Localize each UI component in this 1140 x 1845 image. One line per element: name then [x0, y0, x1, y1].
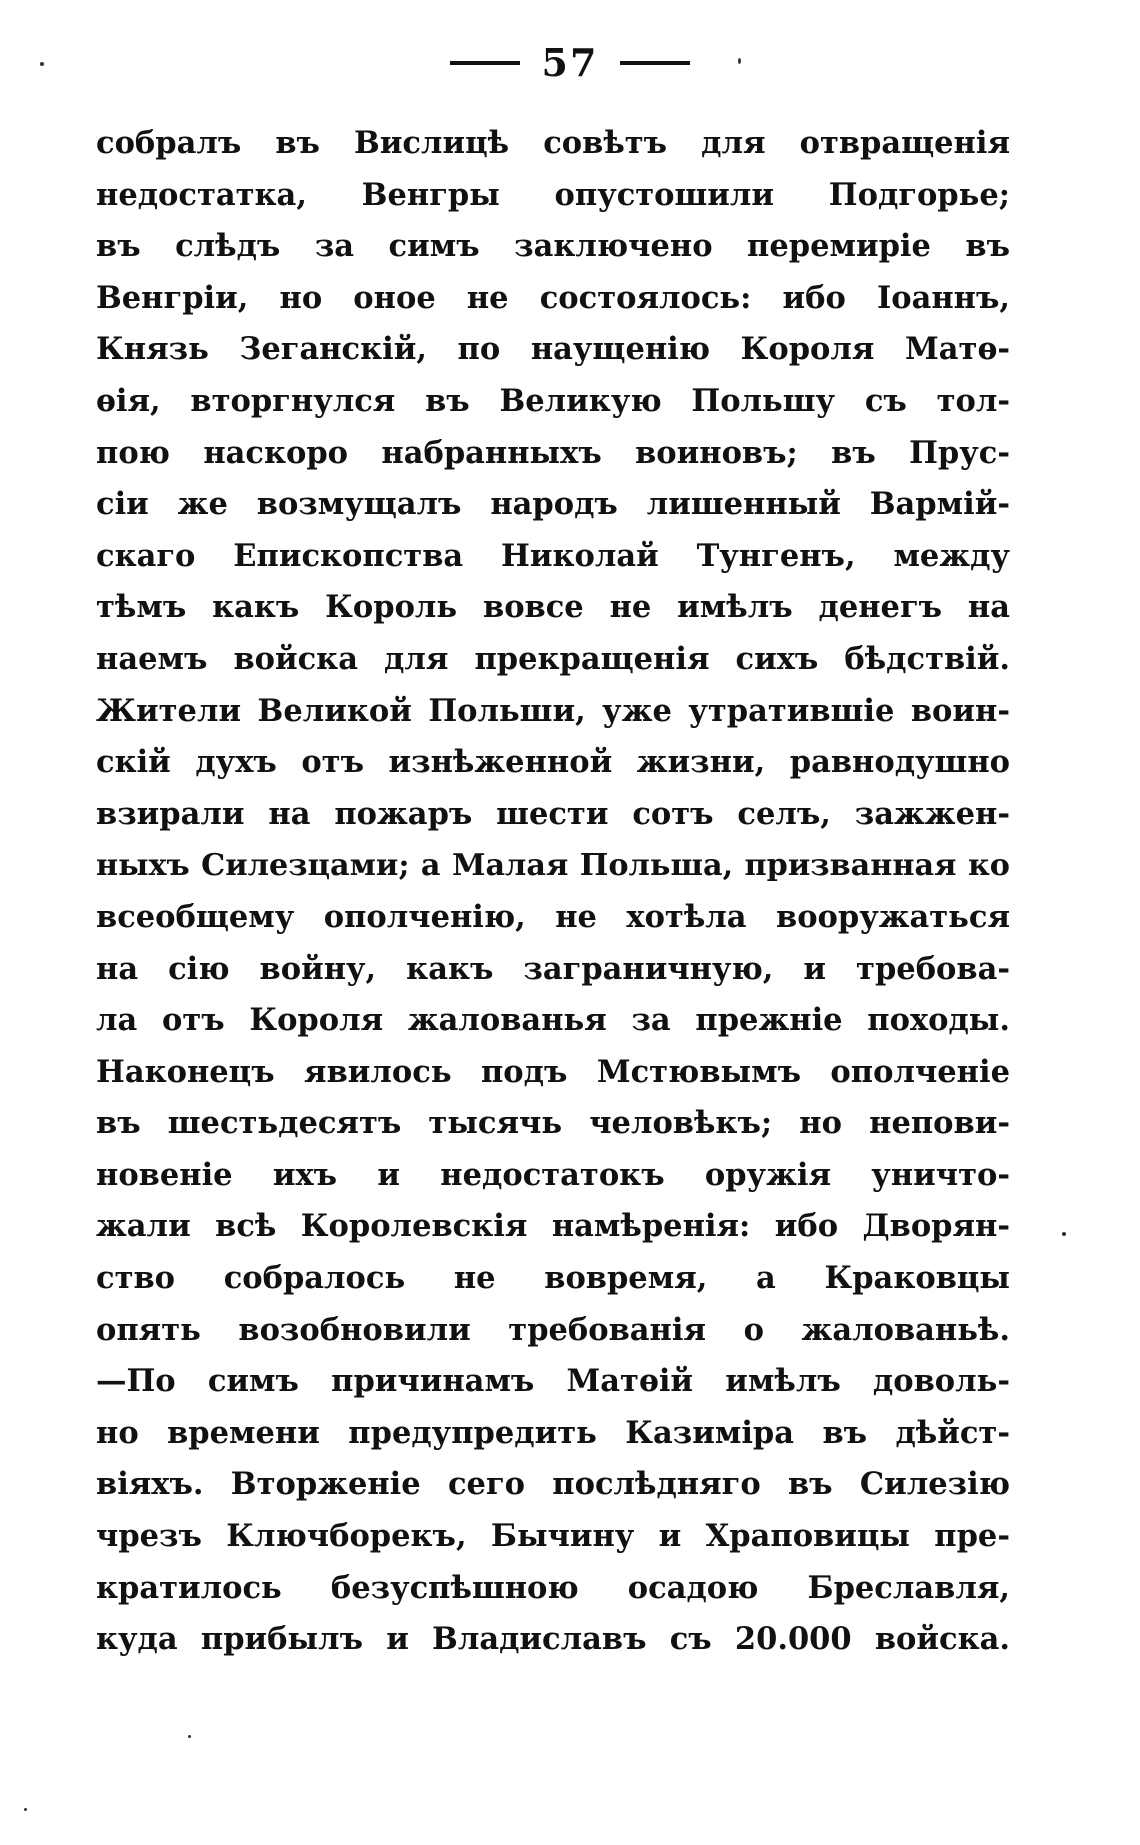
text-line: Жители Великой Польши, уже утратившіе воин-: [96, 692, 1010, 729]
text-line: на сію войну, какъ заграничную, и требова-: [96, 950, 1010, 987]
text-line: Князь Зеганскій, по наущенію Короля Матѳ-: [96, 331, 1010, 368]
text-line: чрезъ Ключборекъ, Бычину и Храповицы пре-: [96, 1518, 1010, 1555]
text-line: скій духъ отъ изнѣженной жизни, равнодушно: [96, 744, 1010, 781]
text-line: собралъ въ Вислицѣ совѣтъ для отвращенія: [96, 125, 1010, 161]
text-line: всеобщему ополченію, не хотѣла вооружаться: [96, 898, 1010, 935]
text-line: ство собралось не вовремя, а Краковцы: [96, 1260, 1010, 1297]
header-dash-right: [620, 61, 690, 65]
text-line: тѣмъ какъ Король вовсе не имѣлъ денегъ на: [96, 589, 1010, 626]
text-line: опять возобновили требованія о жалованьѣ.: [96, 1311, 1010, 1348]
paper-speck: [24, 1808, 27, 1811]
page-number: 57: [541, 40, 599, 85]
paper-speck: [738, 58, 741, 64]
text-line: пою наскоро набранныхъ воиновъ; въ Прус-: [96, 434, 1010, 471]
text-line: куда прибылъ и Владиславъ съ 20.000 войска.: [96, 1621, 1010, 1658]
page-header: [0, 40, 1140, 85]
text-line: кратилось безуспѣшною осадою Бреславля,: [96, 1569, 1010, 1606]
text-line: віяхъ. Вторженіе сего послѣдняго въ Силезію: [96, 1466, 1010, 1503]
text-line: ла отъ Короля жалованья за прежніе походы.: [96, 1002, 1010, 1039]
paper-speck: [188, 1735, 191, 1738]
text-line: сіи же возмущалъ народъ лишенный Вармій-: [96, 486, 1010, 523]
text-line: новеніе ихъ и недостатокъ оружія уничто-: [96, 1156, 1010, 1193]
text-line: но времени предупредить Казиміра въ дѣйст-: [96, 1414, 1010, 1451]
text-line: Венгріи, но оное не состоялось: ибо Іоаннъ,: [96, 279, 1010, 316]
text-line: взирали на пожаръ шести сотъ селъ, зажжен-: [96, 795, 1010, 832]
text-line: —По симъ причинамъ Матѳій имѣлъ доволь-: [96, 1363, 1010, 1400]
text-line: въ шестьдесятъ тысячь человѣкъ; но непови-: [96, 1105, 1010, 1142]
paper-speck: [1062, 1232, 1066, 1236]
text-line: въ слѣдъ за симъ заключено перемиріе въ: [96, 228, 1010, 265]
body-text: [96, 118, 1010, 1666]
text-line: ныхъ Силезцами; а Малая Польша, призванная ко: [96, 848, 1010, 884]
text-line: жали всѣ Королевскія намѣренія: ибо Дворян-: [96, 1208, 1010, 1245]
text-line: наемъ войска для прекращенія сихъ бѣдствій.: [96, 640, 1010, 677]
text-line: недостатка, Венгры опустошили Подгорье;: [96, 176, 1010, 213]
text-line: Наконецъ явилось подъ Мстювымъ ополченіе: [96, 1053, 1010, 1090]
paper-speck: [40, 62, 44, 66]
header-dash-left: [450, 61, 520, 65]
text-line: скаго Епископства Николай Тунгенъ, между: [96, 537, 1010, 574]
text-line: ѳія, вторгнулся въ Великую Польшу съ тол-: [96, 382, 1010, 419]
